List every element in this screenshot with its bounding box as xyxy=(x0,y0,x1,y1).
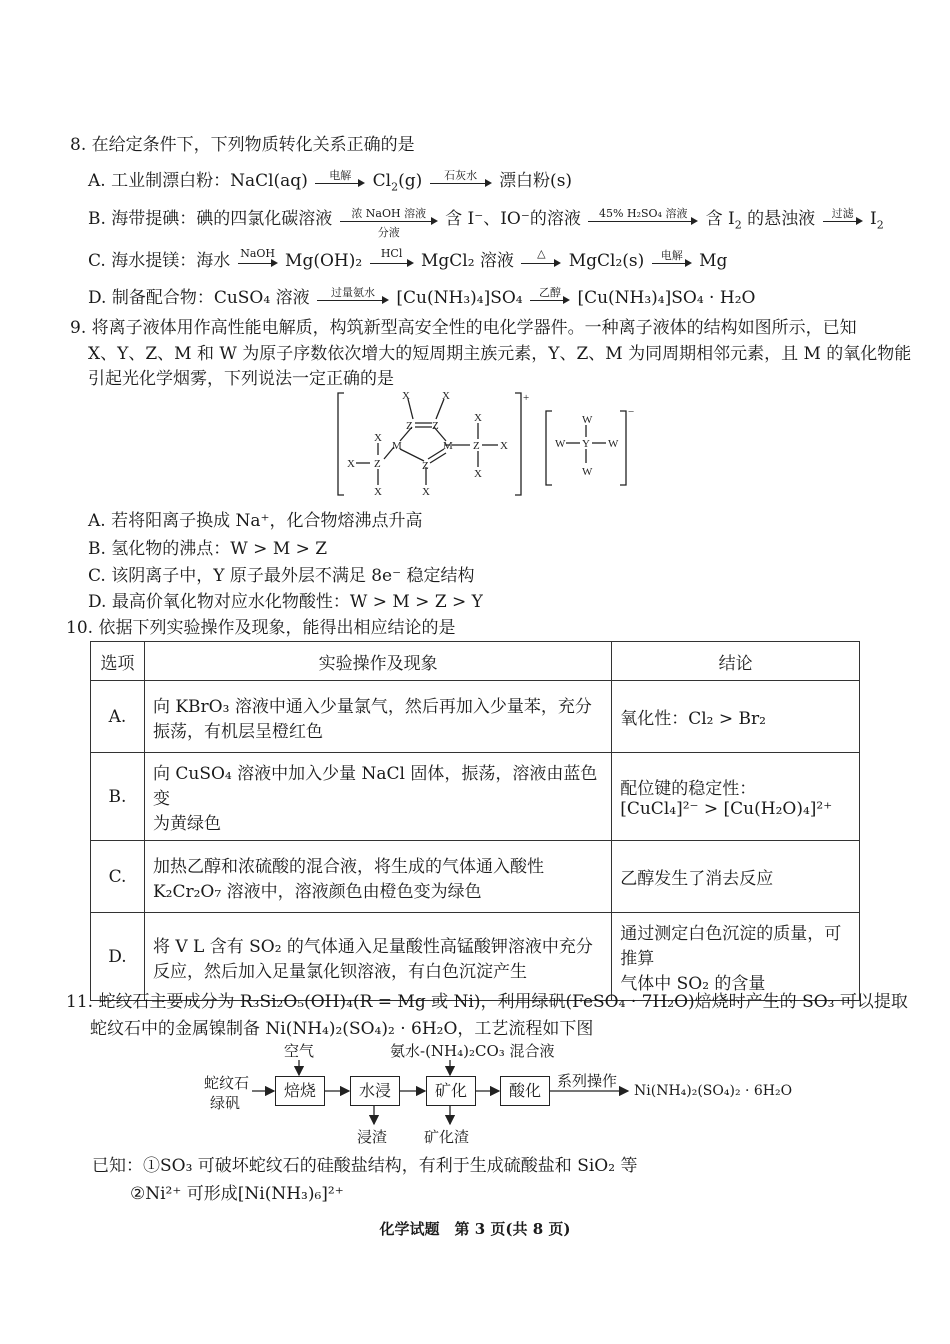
header-conclusion: 结论 xyxy=(612,642,860,681)
atom-y: Y xyxy=(582,438,590,450)
q8b-mid: 含 I⁻、IO⁻的溶液 xyxy=(445,209,581,229)
header-option: 选项 xyxy=(91,642,145,681)
q8d-arrow-1-label: 过量氨水 xyxy=(331,285,375,299)
q11-known-1: 已知：①SO₃ 可破坏蛇纹石的硅酸盐结构，有利于生成硫酸盐和 SiO₂ 等 xyxy=(92,1156,638,1176)
atom-z-5: Z xyxy=(374,458,381,470)
step-roasting: 焙烧 xyxy=(275,1076,325,1106)
cation-charge: + xyxy=(523,392,530,404)
atom-x-3: X xyxy=(422,486,430,498)
header-operation: 实验操作及现象 xyxy=(144,642,611,681)
q8a-post: 漂白粉(s) xyxy=(499,171,573,191)
q8b-arrow-3-label: 过滤 xyxy=(831,206,854,220)
row-conclusion: 配位键的稳定性： [CuCl₄]²⁻ > [Cu(H₂O)₄]²⁺ xyxy=(612,753,860,841)
step-mineralize: 矿化 xyxy=(426,1076,476,1106)
q8d-m1: [Cu(NH₃)₄]SO₄ xyxy=(396,288,523,308)
atom-x-8: X xyxy=(347,458,355,470)
residue-leach: 浸渣 xyxy=(357,1128,388,1146)
q8a-arrow-1-label: 电解 xyxy=(329,168,352,182)
q8-stem: 8. 在给定条件下，下列物质转化关系正确的是 xyxy=(70,135,415,155)
row-operation: 加热乙醇和浓硫酸的混合液，将生成的气体通入酸性 K₂Cr₂O₇ 溶液中，溶液颜色由橙色变为绿色 xyxy=(144,841,611,913)
q8b-arrow-2-label: 45% H₂SO₄ 溶液 xyxy=(599,206,688,220)
row-conclusion: 乙醇发生了消去反应 xyxy=(612,841,860,913)
q8d-post: [Cu(NH₃)₄]SO₄ · H₂O xyxy=(577,288,756,308)
anion-charge: − xyxy=(628,406,635,418)
q8c-m3: MgCl₂(s) xyxy=(568,251,645,271)
atom-x-2: X xyxy=(442,390,450,402)
q11-stem-line-1: 11. 蛇纹石主要成分为 R₃Si₂O₅(OH)₄(R = Mg 或 Ni)，利用绿矾(FeSO₄ · 7H₂O)焙烧时产生的 SO₃ 可以提取 xyxy=(66,992,908,1012)
q9-option-a: A. 若将阳离子换成 Na⁺，化合物熔沸点升高 xyxy=(88,511,423,531)
row-conclusion: 氧化性：Cl₂ > Br₂ xyxy=(612,681,860,753)
q8b-pre: B. 海带提碘：碘的四氯化碳溶液 xyxy=(88,209,333,229)
atom-x-4: X xyxy=(500,440,508,452)
input-green-vitriol: 绿矾 xyxy=(210,1094,241,1112)
input-serpentine: 蛇纹石 xyxy=(204,1074,250,1092)
q8a-pre: A. 工业制漂白粉：NaCl(aq) xyxy=(88,171,308,191)
atom-w-3: W xyxy=(555,438,566,450)
atom-x-5: X xyxy=(474,412,482,424)
atom-x-1: X xyxy=(402,390,410,402)
atom-w-4: W xyxy=(608,438,619,450)
q9-stem-line-1: 9. 将离子液体用作高性能电解质，构筑新型高安全性的电化学器件。一种离子液体的结构如图所示，已知 xyxy=(70,318,857,338)
atom-z-4: Z xyxy=(473,440,480,452)
atom-x-9: X xyxy=(374,486,382,498)
q8b-arrow-1-over: 浓 NaOH 溶液 xyxy=(351,206,427,220)
atom-z-2: Z xyxy=(432,420,439,432)
row-option: B. xyxy=(91,753,145,841)
q8b-arrow-1-under: 分液 xyxy=(377,225,400,239)
row-operation: 向 KBrO₃ 溶液中通入少量氯气，然后再加入少量苯，充分 振荡，有机层呈橙红色 xyxy=(144,681,611,753)
q11-stem-line-2: 蛇纹石中的金属镍制备 Ni(NH₄)₂(SO₄)₂ · 6H₂O，工艺流程如下图 xyxy=(90,1019,594,1039)
input-air: 空气 xyxy=(284,1042,315,1060)
q8c-m2: MgCl₂ 溶液 xyxy=(420,251,514,271)
step-acidify: 酸化 xyxy=(500,1076,550,1106)
input-reagent: 氨水-(NH₄)₂CO₃ 混合液 xyxy=(390,1042,555,1060)
row-option: C. xyxy=(91,841,145,913)
product-label: Ni(NH₄)₂(SO₄)₂ · 6H₂O xyxy=(634,1083,793,1099)
residue-mineralize: 矿化渣 xyxy=(424,1128,470,1146)
atom-z-3: Z xyxy=(422,460,429,472)
q8c-arrow-4-label: 电解 xyxy=(660,248,683,262)
label-series-ops: 系列操作 xyxy=(557,1072,618,1090)
q9-option-b: B. 氢化物的沸点：W > M > Z xyxy=(88,539,328,559)
q9-stem-line-3: 引起光化学烟雾，下列说法一定正确的是 xyxy=(88,369,394,389)
q8c-arrow-2-label: HCl xyxy=(380,246,403,260)
row-operation: 向 CuSO₄ 溶液中加入少量 NaCl 固体，振荡，溶液由蓝色变 为黄绿色 xyxy=(144,753,611,841)
q8b-mid2: 含 $I_2$ 的悬浊液 xyxy=(705,209,816,232)
q8b-post: $I_2$ xyxy=(870,209,884,232)
step-water-leach: 水浸 xyxy=(350,1076,400,1106)
q8c-m1: Mg(OH)₂ xyxy=(285,251,363,271)
atom-x-6: X xyxy=(474,468,482,480)
q8d-pre: D. 制备配合物：CuSO₄ 溶液 xyxy=(88,288,310,308)
atom-w-2: W xyxy=(582,466,593,478)
q10-stem: 10. 依据下列实验操作及现象，能得出相应结论的是 xyxy=(66,618,456,638)
q8c-post: Mg xyxy=(699,251,728,271)
q8a-arrow-2-label: 石灰水 xyxy=(444,168,478,182)
row-operation: 将 V L 含有 SO₂ 的气体通入足量酸性高锰酸钾溶液中充分 反应，然后加入足量氯化钡溶液，有白色沉淀产生 xyxy=(144,913,611,1001)
atom-m-1: M xyxy=(392,440,402,452)
row-option: D. xyxy=(91,913,145,1001)
atom-w-1: W xyxy=(582,414,593,426)
q11-known-2: ②Ni²⁺ 可形成[Ni(NH₃)₆]²⁺ xyxy=(130,1184,344,1204)
atom-z-1: Z xyxy=(406,420,413,432)
q9-option-d: D. 最高价氧化物对应水化物酸性：W > M > Z > Y xyxy=(88,592,483,612)
q8c-arrow-1-label: NaOH xyxy=(240,246,276,260)
page-footer: 化学试题 第 3 页(共 8 页) xyxy=(379,1220,571,1238)
atom-m-2: M xyxy=(443,440,453,452)
row-option: A. xyxy=(91,681,145,753)
q8a-mid: $Cl_2(g)$ xyxy=(372,171,423,194)
row-conclusion: 通过测定白色沉淀的质量，可推算 气体中 SO₂ 的含量 xyxy=(612,913,860,1001)
q8d-arrow-2-label: 乙醇 xyxy=(539,285,562,299)
q8c-pre: C. 海水提镁：海水 xyxy=(88,251,231,271)
atom-x-7: X xyxy=(374,432,382,444)
q9-stem-line-2: X、Y、Z、M 和 W 为原子序数依次增大的短周期主族元素，Y、Z、M 为同周期相邻元素，且 M 的氧化物能 xyxy=(88,344,912,364)
q9-option-c: C. 该阴离子中，Y 原子最外层不满足 8e⁻ 稳定结构 xyxy=(88,566,475,586)
q8c-arrow-3-label: △ xyxy=(537,246,546,260)
